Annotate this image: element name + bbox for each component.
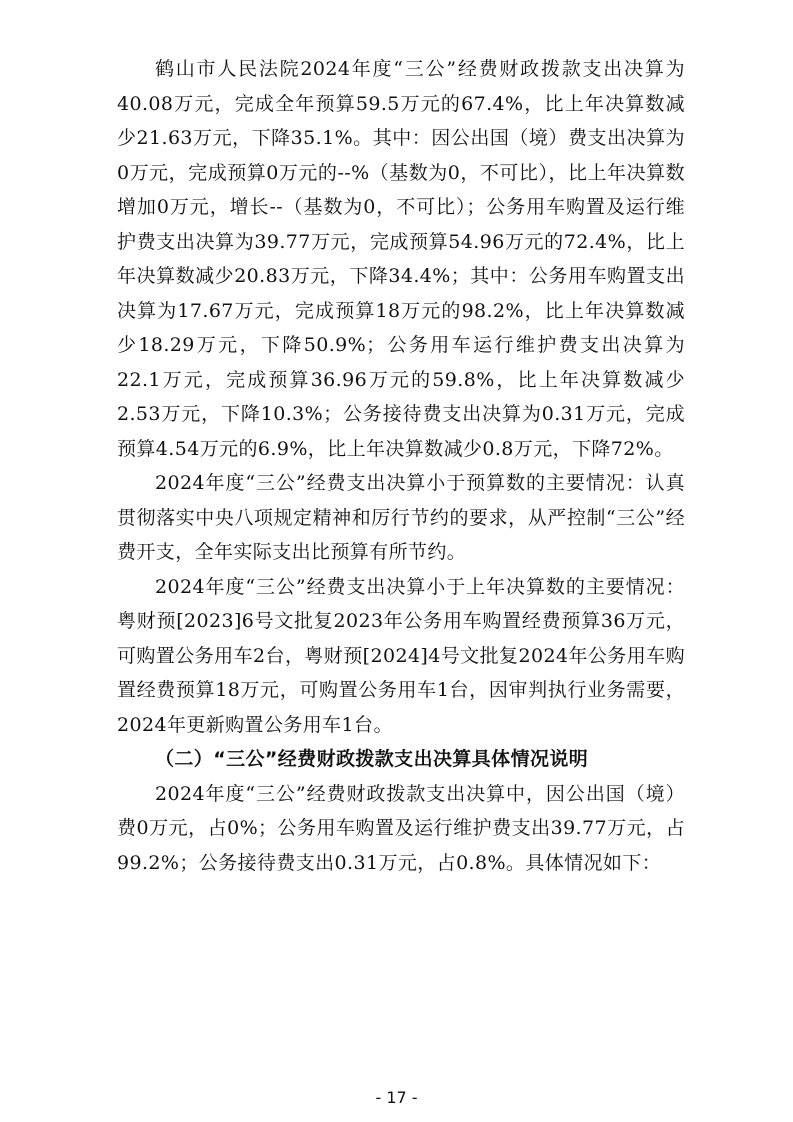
paragraph-below-budget: 2024年度“三公”经费支出决算小于预算数的主要情况：认真贯彻落实中央八项规定精神和厉行节约的要求，从严控制“三公”经费开支，全年实际支出比预算有所节约。 — [117, 472, 685, 563]
paragraph-below-last-year: 2024年度“三公”经费支出决算小于上年决算数的主要情况：粤财预[2023]6号文批复2023年公务用车购置经费预算36万元，可购置公务用车2台，粤财预[2024]4号文批复2024年公务用车购置经费预算18万元，可购置公务用车1台，因审判执行业务需要，2024年更新购置公务用车1台。 — [117, 575, 685, 736]
paragraph-summary: 鹤山市人民法院2024年度“三公”经费财政拨款支出决算为40.08万元，完成全年预算59.5万元的67.4%，比上年决算数减少21.63万元，下降35.1%。其中：因公出国（境）费支出决算为0万元，完成预算0万元的--%（基数为0，不可比），比上年决算数增加0万元，增长--（基数为0，不可比）；公务用车购置及运行维护费支出决算为39.77万元，完成预算54.96万元的72.4%，比上年决算数减少20.83万元，下降34.4%；其中：公务用车购置支出决算为17.67万元，完成预算18万元的98.2%，比上年决算数减少18.29万元，下降50.9%；公务用车运行维护费支出决算为22.1万元，完成预算36.96万元的59.8%，比上年决算数减少2.53万元，下降10.3%；公务接待费支出决算为0.31万元，完成预算4.54万元的6.9%，比上年决算数减少0.8万元，下降72%。 — [117, 58, 685, 460]
section-heading: （二）“三公”经费财政拨款支出决算具体情况说明 — [155, 748, 589, 770]
page-number: - 17 - — [375, 1088, 418, 1107]
document-body — [117, 52, 685, 880]
paragraph-section-detail: 2024年度“三公”经费财政拨款支出决算中，因公出国（境）费0万元，占0%；公务用车购置及运行维护费支出39.77万元，占99.2%；公务接待费支出0.31万元，占0.8%。具体情况如下： — [117, 782, 685, 874]
